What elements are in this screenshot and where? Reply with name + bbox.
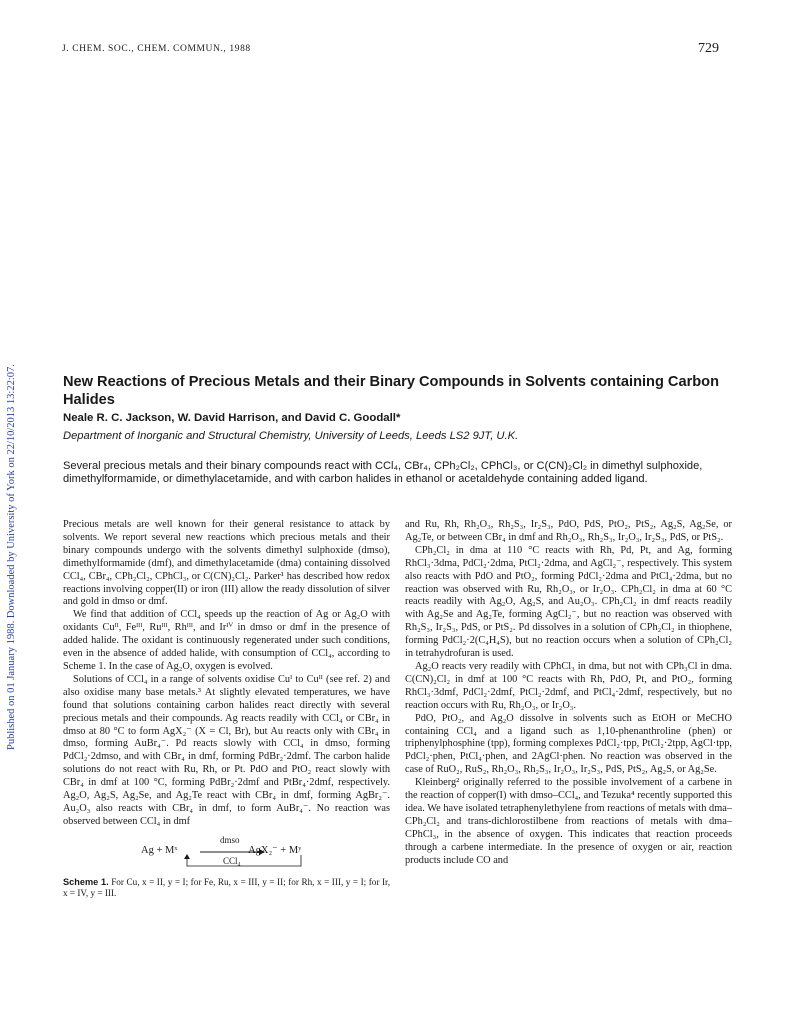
- paragraph: PdO, PtO₂, and Ag₂O dissolve in solvents such as EtOH or MeCHO containing CCl₄ and a ligand such as 1,10-phenanthroline (phen) or triphenylphosphine (tpp), forming complexes PdCl₂·tpp, PtCl₂·2tpp, AgCl·tpp, PdCl₂·phen, PtCl₄·phen, and 2AgCl·phen. No reaction was observed in the case of RuO₂, RuS₂, Rh₂O₃, Rh₂S₃, Ir₂O₃, Ir₂S₃, PdS, PtS₂, Ag₂S, or Ag₂Se.: [405, 712, 732, 776]
- download-side-note: [6, 50, 22, 750]
- author-list: Neale R. C. Jackson, W. David Harrison, and David C. Goodall*: [63, 412, 401, 424]
- equation-lhs: Ag + Mˣ: [141, 844, 178, 856]
- scheme-caption-text: For Cu, x = II, y = I; for Fe, Ru, x = III, y = II; for Rh, x = III, y = I; for Ir, x = IV, y = III.: [63, 876, 390, 899]
- scheme-1-equation: [63, 833, 390, 873]
- page-number: 729: [698, 41, 719, 56]
- abstract: Several precious metals and their binary compounds react with CCl₄, CBr₄, CPh₂Cl₂, CPhCl₃, or C(CN)₂Cl₂ in dimethyl sulphoxide, dimethylformamide, or dimethylacetamide, and with carbon halides in ethanol or acetaldehyde containing added ligand.: [63, 460, 703, 486]
- scheme-caption: [63, 877, 390, 900]
- paragraph: Kleinberg² originally referred to the possible involvement of a carbene in the reaction of copper(I) with dmso–CCl₄, and Tezuka⁴ recently supported this idea. We have isolated tetraphenylethylene from reactions of metals with dma–CPh₂Cl₂ and trans-dichlorostilbene from reactions of metals with dma–CPhCl₃, in the absence of oxygen. This indicates that reaction proceeds through a carbene intermediate. In the presence of oxygen or air, reaction products include CO and: [405, 777, 732, 866]
- equation-row: [141, 845, 301, 858]
- paragraph: Solutions of CCl₄ in a range of solvents oxidise Cuᴵ to Cuᴵᴵ (see ref. 2) and also oxidise many base metals.³ At slightly elevated temperatures, we have found that solutions containing carbon halides react directly with several precious metals and their compounds. Ag reacts readily with CCl₄ or CBr₄ in dmso at 80 °C to form AgX₂⁻ (X = Cl, Br), but Au reacts only with CBr₄ in dmso, forming AuBr₄⁻. Pd reacts slowly with CCl₄ in dmso, forming PdCl₂·2dmso, and with CBr₄ in dmf, forming PdBr₂·2dmf. The carbon halide solutions do not react with Ru, Rh, or Pt. PdO and PtO₂ react slowly with CBr₄ in dmf at 100 °C, forming PdBr₂·2dmf and PtBr₄·2dmf, respectively. Ag₂O, Ag₂S, Ag₂Se, and Ag₂Te react with CBr₄ in dmf, forming AgBr₂⁻. Au₂O₃ also reacts with CBr₄ in dmf, to form AuBr₄⁻. No reaction was observed between CCl₄ in dmf: [63, 673, 390, 827]
- paragraph: Precious metals are well known for their general resistance to attack by solvents. We report several new reactions which precious metals and their binary compounds undergo with the solvents dimethyl sulphoxide (dmso), dimethylformamide (dmf), and dimethylacetamide (dma) containing dissolved CCl₄, CBr₄, CPh₂Cl₂, CPhCl₃, or C(CN)₂Cl₂. Parker¹ has described how redox reactions involving copper(II) or iron (III) allow the ready dissolution of silver and gold in dmso or dmf.: [63, 519, 390, 608]
- side-note-text: Published on 01 January 1988. Downloaded by University of York on 22/10/2013 13:22:07.: [6, 364, 17, 750]
- paragraph: We find that addition of CCl₄ speeds up the reaction of Ag or Ag₂O with oxidants Cuᴵᴵ, Feᴵᴵᴵ, Ruᴵᴵᴵ, Rhᴵᴵᴵ, and Irᴵⱽ in dmso or dmf in the presence of added halide. The oxidant is continuously regenerated under such conditions, even in the absence of added halide, with consumption of CCl₄, according to Scheme 1. In the case of Ag₂O, oxygen is evolved.: [63, 609, 390, 672]
- article-title: New Reactions of Precious Metals and their Binary Compounds in Solvents containing Carbon Halides: [63, 374, 720, 408]
- paragraph: and Ru, Rh, Rh₂O₃, Rh₂S₃, Ir₂S₃, PdO, PdS, PtO₂, PtS₂, Ag₂S, Ag₂Se, or Ag₂Te, or between CBr₄ in dmf and Rh₂O₃, Rh₂S₃, Ir₂O₃, Ir₂S₃, PdS, or PtS₂.: [405, 519, 732, 543]
- arrow-condition-top: dmso: [220, 834, 240, 845]
- arrow-condition-bottom: CCl₄: [223, 855, 241, 866]
- paragraph: Ag₂O reacts very readily with CPhCl₃ in dma, but not with CPh₃Cl in dma. C(CN)₂Cl₂ in dmf at 100 °C reacts with Rh, PdO, Pt, and PtO₂, forming RhCl₃·3dmf, PdCl₂·2dmf, PtCl₂·2dmf, and PtCl₄·2dmf, respectively, but no reaction occurs with Ru, Rh₂O₃, or Ir₂O₃.: [405, 660, 732, 711]
- equation-rhs: AgX₂⁻ + Mʸ: [248, 844, 302, 856]
- running-head: J. CHEM. SOC., CHEM. COMMUN., 1988: [62, 44, 251, 54]
- left-column: [63, 519, 390, 900]
- right-column: [405, 519, 732, 867]
- scheme-caption-label: Scheme 1.: [63, 876, 109, 887]
- paragraph: CPh₂Cl₂ in dma at 110 °C reacts with Rh, Pd, Pt, and Ag, forming RhCl₃·3dma, PdCl₂·2dma, PtCl₂·2dma, and AgCl₂⁻, respectively. This system also reacts with PdO and PtO₂, forming PdCl₂·2dma and PtCl₄·2dma, but no reaction was observed with Ru, Rh₂O₃, or Ir₂O₃. CPh₂Cl₂ in dma at 60 °C reacts readily with Ag₂O, Ag₂S, and Au₂O₃. CPh₂Cl₂ in dmf reacts readily with Ag₂Se and Ag₂Te, forming AgCl₂⁻, but no reaction was observed with Rh₂S₃, Ir₂S₃, PdS, or PtS₂. Pd dissolves in a solution of CPh₂Cl₂ in thiophene, forming PdCl₂·2(C₄H₄S), but no reaction occurs when a solution of CPh₂Cl₂ in tetrahydrofuran is used.: [405, 544, 732, 660]
- affiliation: Department of Inorganic and Structural Chemistry, University of Leeds, Leeds LS2 9JT, U.K.: [63, 430, 519, 442]
